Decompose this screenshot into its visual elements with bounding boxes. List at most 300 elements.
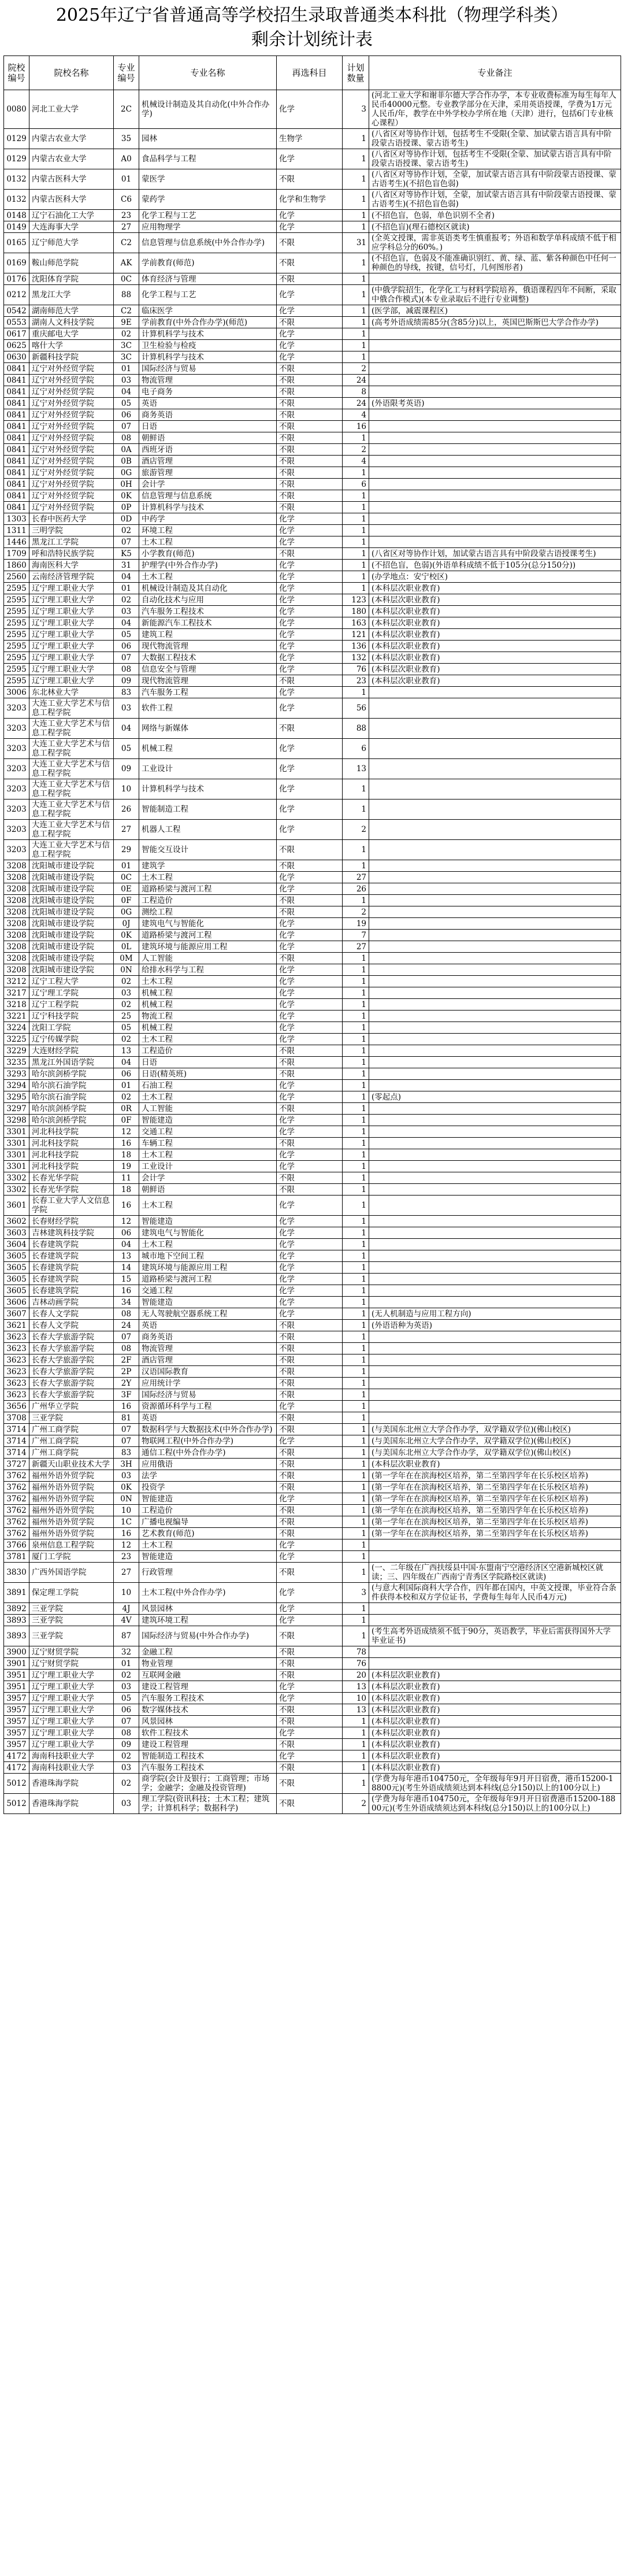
cell-remark: (本科层次职业教育) [369, 629, 621, 641]
cell-major-code: 02 [114, 594, 139, 606]
cell-plan-count: 7 [343, 930, 369, 941]
cell-remark [369, 719, 621, 739]
cell-remark [369, 375, 621, 386]
cell-school-name: 长春建筑学院 [29, 1262, 114, 1274]
cell-school-code: 0841 [4, 409, 29, 421]
cell-school-name: 沈阳城市建设学院 [29, 930, 114, 941]
cell-major-code: 10 [114, 1505, 139, 1516]
cell-remark [369, 953, 621, 964]
cell-major-name: 机器人工程 [139, 820, 277, 840]
cell-school-name: 辽宁对外经贸学院 [29, 421, 114, 432]
cell-subject: 不限 [277, 1516, 343, 1528]
table-row [4, 652, 621, 664]
cell-major-code: 0K [114, 930, 139, 941]
cell-school-name: 长春中医药大学 [29, 513, 114, 525]
cell-school-code: 0169 [4, 253, 29, 273]
cell-major-code: 03 [114, 1681, 139, 1693]
cell-major-code: 03 [114, 1762, 139, 1774]
col-header-remark: 专业备注 [369, 56, 621, 90]
cell-major-name: 汉语国际教育 [139, 1366, 277, 1378]
cell-school-code: 3203 [4, 800, 29, 820]
cell-school-code: 3605 [4, 1274, 29, 1285]
cell-subject: 化学 [277, 1126, 343, 1138]
cell-remark [369, 409, 621, 421]
cell-subject: 化学 [277, 1250, 343, 1262]
cell-major-code: 10 [114, 779, 139, 800]
cell-major-name: 风景园林 [139, 1603, 277, 1615]
cell-school-name: 长春工业大学人文信息学院 [29, 1196, 114, 1216]
cell-school-name: 辽宁理工职业大学 [29, 583, 114, 594]
cell-school-code: 0841 [4, 398, 29, 409]
cell-subject: 化学 [277, 641, 343, 652]
cell-school-code: 3727 [4, 1459, 29, 1470]
cell-plan-count: 56 [343, 698, 369, 719]
table-row [4, 149, 621, 169]
table-row [4, 490, 621, 502]
cell-subject: 化学 [277, 305, 343, 317]
cell-subject: 化学 [277, 1262, 343, 1274]
cell-major-name: 工业设计 [139, 759, 277, 779]
cell-school-name: 辽宁对外经贸学院 [29, 375, 114, 386]
cell-school-code: 0841 [4, 444, 29, 456]
cell-plan-count: 78 [343, 1646, 369, 1658]
cell-major-name: 临床医学 [139, 305, 277, 317]
cell-major-code: 14 [114, 1262, 139, 1274]
cell-major-name: 日语(精英班) [139, 1068, 277, 1080]
cell-remark [369, 1057, 621, 1068]
cell-remark [369, 1297, 621, 1308]
cell-plan-count: 13 [343, 759, 369, 779]
cell-remark: (办学地点：安宁校区) [369, 571, 621, 583]
cell-school-code: 0080 [4, 90, 29, 129]
cell-major-code: 83 [114, 1447, 139, 1459]
cell-subject: 化学 [277, 1603, 343, 1615]
cell-subject: 不限 [277, 1762, 343, 1774]
cell-remark [369, 536, 621, 548]
cell-school-name: 沈阳城市建设学院 [29, 883, 114, 895]
cell-major-code: 01 [114, 1080, 139, 1091]
cell-remark: (外语语种为英语) [369, 1320, 621, 1331]
cell-remark [369, 872, 621, 883]
table-row [4, 1331, 621, 1343]
cell-major-name: 信息安全与管理 [139, 664, 277, 675]
cell-major-code: 16 [114, 1401, 139, 1412]
cell-school-code: 3301 [4, 1126, 29, 1138]
table-row [4, 1739, 621, 1750]
cell-subject: 化学 [277, 1080, 343, 1091]
cell-remark [369, 490, 621, 502]
cell-major-code: 01 [114, 169, 139, 190]
cell-major-code: 0C [114, 872, 139, 883]
cell-major-code: 06 [114, 1227, 139, 1239]
cell-plan-count: 1 [343, 860, 369, 872]
cell-plan-count: 1 [343, 1239, 369, 1250]
cell-school-name: 东北林业大学 [29, 687, 114, 698]
cell-school-name: 辽宁科技学院 [29, 1011, 114, 1022]
cell-school-code: 0841 [4, 421, 29, 432]
cell-subject: 化学 [277, 629, 343, 641]
cell-subject: 化学 [277, 987, 343, 999]
cell-major-code: 34 [114, 1297, 139, 1308]
cell-major-name: 信息管理与信息系统 [139, 490, 277, 502]
cell-school-code: 3225 [4, 1034, 29, 1045]
cell-major-name: 新能源汽车工程技术 [139, 617, 277, 629]
cell-major-code: 0H [114, 479, 139, 490]
cell-plan-count: 1 [343, 536, 369, 548]
cell-school-code: 3891 [4, 1583, 29, 1603]
cell-plan-count: 1 [343, 976, 369, 987]
cell-major-name: 蒙医学 [139, 169, 277, 190]
cell-plan-count: 4 [343, 409, 369, 421]
cell-subject: 不限 [277, 502, 343, 513]
table-row [4, 1011, 621, 1022]
cell-school-name: 长春大学旅游学院 [29, 1354, 114, 1366]
cell-school-code: 3212 [4, 976, 29, 987]
cell-major-name: 计算机科学与技术 [139, 502, 277, 513]
cell-major-name: 机械设计制造及其自动化(中外合作办学) [139, 90, 277, 129]
cell-school-name: 海南科技职业大学 [29, 1750, 114, 1762]
cell-subject: 不限 [277, 409, 343, 421]
cell-school-name: 长春人文学院 [29, 1320, 114, 1331]
cell-major-code: 0L [114, 941, 139, 953]
cell-school-code: 0625 [4, 340, 29, 351]
cell-remark [369, 779, 621, 800]
cell-major-code: 9E [114, 317, 139, 328]
cell-major-code: 13 [114, 1250, 139, 1262]
col-header-major-name: 专业名称 [139, 56, 277, 90]
cell-subject: 不限 [277, 317, 343, 328]
table-row [4, 1091, 621, 1103]
cell-remark: (一、二年级在广西扶绥县中国·东盟南宁空港经济区空港新城校区就读；三、四年级在广西南宁青秀区学院路校区就读) [369, 1563, 621, 1583]
table-row [4, 467, 621, 479]
cell-school-code: 2595 [4, 629, 29, 641]
cell-major-name: 工程造价 [139, 895, 277, 906]
table-row [4, 1646, 621, 1658]
cell-plan-count: 1 [343, 190, 369, 210]
cell-school-name: 黑龙江外国语学院 [29, 1057, 114, 1068]
cell-school-name: 哈尔滨石油学院 [29, 1080, 114, 1091]
cell-school-code: 3208 [4, 906, 29, 918]
cell-school-code: 0129 [4, 129, 29, 149]
cell-subject: 不限 [277, 1320, 343, 1331]
table-row [4, 583, 621, 594]
cell-major-code: 12 [114, 1126, 139, 1138]
cell-school-code: 3208 [4, 872, 29, 883]
cell-school-code: 4172 [4, 1750, 29, 1762]
table-row [4, 328, 621, 340]
cell-school-code: 3302 [4, 1172, 29, 1184]
cell-school-code: 3766 [4, 1539, 29, 1551]
cell-major-name: 国际经济与贸易 [139, 1389, 277, 1401]
table-row [4, 129, 621, 149]
cell-school-name: 辽宁理工职业大学 [29, 1704, 114, 1716]
table-row [4, 1057, 621, 1068]
table-row [4, 1320, 621, 1331]
cell-major-code: 08 [114, 432, 139, 444]
cell-school-code: 3621 [4, 1320, 29, 1331]
cell-school-name: 大连海事大学 [29, 221, 114, 233]
cell-major-code: 08 [114, 1727, 139, 1739]
cell-school-name: 沈阳城市建设学院 [29, 860, 114, 872]
cell-plan-count: 1 [343, 1274, 369, 1285]
cell-major-code: C2 [114, 233, 139, 253]
table-row [4, 906, 621, 918]
cell-remark: (第一学年在在滨海校区培养，第二至第四学年在长乐校区培养) [369, 1505, 621, 1516]
cell-major-name: 行政管理 [139, 1563, 277, 1583]
cell-school-code: 3605 [4, 1262, 29, 1274]
cell-subject: 化学 [277, 698, 343, 719]
cell-major-name: 应用物理学 [139, 221, 277, 233]
cell-remark [369, 820, 621, 840]
cell-school-code: 3951 [4, 1670, 29, 1681]
cell-remark [369, 351, 621, 363]
table-row [4, 90, 621, 129]
cell-plan-count: 1 [343, 1034, 369, 1045]
cell-plan-count: 1 [343, 305, 369, 317]
cell-subject: 不限 [277, 1378, 343, 1389]
cell-school-code: 3900 [4, 1646, 29, 1658]
cell-major-name: 智能制造工程技术 [139, 1750, 277, 1762]
cell-school-code: 3301 [4, 1161, 29, 1172]
cell-subject: 化学 [277, 149, 343, 169]
table-row [4, 860, 621, 872]
cell-major-code: 02 [114, 1034, 139, 1045]
table-row [4, 233, 621, 253]
cell-major-code: 12 [114, 1216, 139, 1227]
table-row [4, 351, 621, 363]
cell-major-name: 艺术教育(师范) [139, 1528, 277, 1539]
table-row [4, 1149, 621, 1161]
table-row [4, 456, 621, 467]
cell-major-code: 3F [114, 1389, 139, 1401]
cell-major-name: 智能建造 [139, 1115, 277, 1126]
table-row [4, 1750, 621, 1762]
title-line-2: 剩余计划统计表 [251, 29, 373, 50]
cell-subject: 化学 [277, 739, 343, 759]
cell-remark [369, 1172, 621, 1184]
cell-school-code: 3605 [4, 1250, 29, 1262]
cell-school-name: 河北工业大学 [29, 90, 114, 129]
table-row [4, 1727, 621, 1739]
table-row [4, 444, 621, 456]
cell-remark: (本科层次职业教育) [369, 1716, 621, 1727]
cell-subject: 不限 [277, 1172, 343, 1184]
cell-school-name: 辽宁理工职业大学 [29, 1716, 114, 1727]
cell-school-code: 0841 [4, 502, 29, 513]
cell-major-name: 风景园林 [139, 1716, 277, 1727]
cell-school-name: 长春大学旅游学院 [29, 1331, 114, 1343]
cell-major-name: 国际经济与贸易(中外合作办学) [139, 1626, 277, 1646]
cell-plan-count: 1 [343, 1551, 369, 1563]
cell-major-code: 02 [114, 1670, 139, 1681]
table-row [4, 536, 621, 548]
table-row [4, 664, 621, 675]
cell-school-code: 3208 [4, 895, 29, 906]
cell-subject: 不限 [277, 253, 343, 273]
cell-remark [369, 1080, 621, 1091]
col-header-plan-count: 计划数量 [343, 56, 369, 90]
cell-major-name: 网络与新媒体 [139, 719, 277, 739]
cell-school-code: 3235 [4, 1057, 29, 1068]
col-header-major-code: 专业编号 [114, 56, 139, 90]
cell-school-name: 广州华立学院 [29, 1401, 114, 1412]
cell-school-code: 0617 [4, 328, 29, 340]
cell-school-code: 3229 [4, 1045, 29, 1057]
cell-school-code: 0165 [4, 233, 29, 253]
cell-school-name: 厦门工学院 [29, 1551, 114, 1563]
cell-plan-count: 1 [343, 490, 369, 502]
cell-school-name: 辽宁理工职业大学 [29, 675, 114, 687]
cell-school-code: 3656 [4, 1401, 29, 1412]
cell-school-name: 辽宁理工职业大学 [29, 594, 114, 606]
cell-major-name: 人工智能 [139, 953, 277, 964]
cell-remark: (不招色盲)(理石德校区就读) [369, 221, 621, 233]
cell-plan-count: 16 [343, 421, 369, 432]
cell-school-code: 3623 [4, 1389, 29, 1401]
cell-major-code: 08 [114, 1308, 139, 1320]
table-row [4, 941, 621, 953]
cell-plan-count: 1 [343, 149, 369, 169]
cell-school-code: 3957 [4, 1739, 29, 1750]
cell-major-name: 建设工程管理 [139, 1739, 277, 1750]
cell-plan-count: 1 [343, 999, 369, 1011]
cell-major-code: 0C [114, 273, 139, 285]
cell-remark [369, 1045, 621, 1057]
cell-remark: (本科层次职业教育) [369, 583, 621, 594]
cell-subject: 化学 [277, 594, 343, 606]
cell-plan-count: 1 [343, 779, 369, 800]
cell-subject: 不限 [277, 1670, 343, 1681]
table-row [4, 305, 621, 317]
cell-remark [369, 1262, 621, 1274]
cell-school-code: 1446 [4, 536, 29, 548]
cell-remark [369, 1366, 621, 1378]
cell-school-code: 0553 [4, 317, 29, 328]
cell-school-name: 长春大学旅游学院 [29, 1378, 114, 1389]
cell-school-name: 海南科技职业大学 [29, 1762, 114, 1774]
cell-major-code: 06 [114, 1068, 139, 1080]
cell-remark: (第一学年在在滨海校区培养，第二至第四学年在长乐校区培养) [369, 1516, 621, 1528]
cell-remark [369, 1658, 621, 1670]
cell-subject: 化学 [277, 1297, 343, 1308]
cell-plan-count: 6 [343, 739, 369, 759]
cell-school-name: 内蒙古农业大学 [29, 129, 114, 149]
table-row [4, 1794, 621, 1814]
table-row [4, 987, 621, 999]
cell-remark: (学费为每年港币104750元，全年级每年9月开日宿费港币15200-18800元)(考生外语成绩须达到本科线(总分150)以上的100分以上) [369, 1794, 621, 1814]
cell-school-name: 河北科技学院 [29, 1138, 114, 1149]
table-row [4, 560, 621, 571]
cell-major-code: 27 [114, 1563, 139, 1583]
cell-school-code: 3714 [4, 1424, 29, 1435]
cell-major-name: 土木工程 [139, 872, 277, 883]
cell-plan-count: 1 [343, 1011, 369, 1022]
cell-school-name: 福州外语外贸学院 [29, 1493, 114, 1505]
cell-major-code: 26 [114, 800, 139, 820]
cell-plan-count: 121 [343, 629, 369, 641]
cell-school-code: 0212 [4, 285, 29, 305]
cell-major-name: 建筑环境与能源应用工程 [139, 1262, 277, 1274]
cell-remark [369, 444, 621, 456]
cell-subject: 不限 [277, 719, 343, 739]
cell-remark [369, 941, 621, 953]
cell-school-name: 福州外语外贸学院 [29, 1528, 114, 1539]
cell-subject: 化学 [277, 759, 343, 779]
table-row [4, 1103, 621, 1115]
table-row [4, 840, 621, 860]
cell-remark: (本科层次职业教育) [369, 1762, 621, 1774]
cell-major-name: 大数据工程技术 [139, 652, 277, 664]
cell-subject: 化学 [277, 221, 343, 233]
cell-school-name: 辽宁理工职业大学 [29, 1739, 114, 1750]
table-row [4, 479, 621, 490]
cell-subject: 化学 [277, 664, 343, 675]
cell-school-name: 保定理工学院 [29, 1583, 114, 1603]
cell-school-code: 3623 [4, 1354, 29, 1366]
cell-remark [369, 1103, 621, 1115]
cell-school-name: 沈阳城市建设学院 [29, 918, 114, 930]
cell-plan-count: 1 [343, 1343, 369, 1354]
cell-plan-count: 1 [343, 560, 369, 571]
page-title [0, 0, 624, 55]
table-row [4, 1551, 621, 1563]
cell-major-code: 02 [114, 1091, 139, 1103]
cell-major-name: 汽车服务工程技术 [139, 606, 277, 617]
cell-plan-count: 1 [343, 1447, 369, 1459]
table-row [4, 363, 621, 375]
cell-remark [369, 698, 621, 719]
cell-major-code: 09 [114, 675, 139, 687]
cell-school-code: 3208 [4, 883, 29, 895]
cell-school-code: 3604 [4, 1239, 29, 1250]
cell-subject: 化学 [277, 941, 343, 953]
cell-major-name: 通信工程(中外合作办学) [139, 1447, 277, 1459]
table-row [4, 210, 621, 221]
cell-major-name: 西班牙语 [139, 444, 277, 456]
cell-school-code: 3623 [4, 1378, 29, 1389]
cell-major-code: 23 [114, 1551, 139, 1563]
cell-plan-count: 1 [343, 1126, 369, 1138]
cell-school-name: 辽宁对外经贸学院 [29, 363, 114, 375]
cell-major-code: 04 [114, 1239, 139, 1250]
cell-school-code: 0841 [4, 363, 29, 375]
cell-plan-count: 1 [343, 1216, 369, 1227]
cell-school-code: 3603 [4, 1227, 29, 1239]
cell-subject: 化学 [277, 1285, 343, 1297]
table-row [4, 1401, 621, 1412]
cell-plan-count: 1 [343, 221, 369, 233]
cell-major-name: 朝鲜语 [139, 432, 277, 444]
cell-major-code: 27 [114, 221, 139, 233]
cell-major-name: 数字媒体技术 [139, 1704, 277, 1716]
table-row [4, 1583, 621, 1603]
cell-major-name: 投资学 [139, 1482, 277, 1493]
table-row [4, 1389, 621, 1401]
cell-plan-count: 1 [343, 1091, 369, 1103]
cell-remark [369, 328, 621, 340]
cell-major-code: 0K [114, 1482, 139, 1493]
cell-plan-count: 26 [343, 883, 369, 895]
cell-major-name: 金融工程 [139, 1646, 277, 1658]
cell-plan-count: 1 [343, 1320, 369, 1331]
cell-school-name: 辽宁理工职业大学 [29, 1727, 114, 1739]
cell-subject: 化学 [277, 90, 343, 129]
cell-major-name: 建筑环境工程 [139, 1615, 277, 1626]
table-row [4, 1482, 621, 1493]
cell-school-code: 2595 [4, 664, 29, 675]
cell-remark [369, 895, 621, 906]
cell-major-code: 07 [114, 1424, 139, 1435]
